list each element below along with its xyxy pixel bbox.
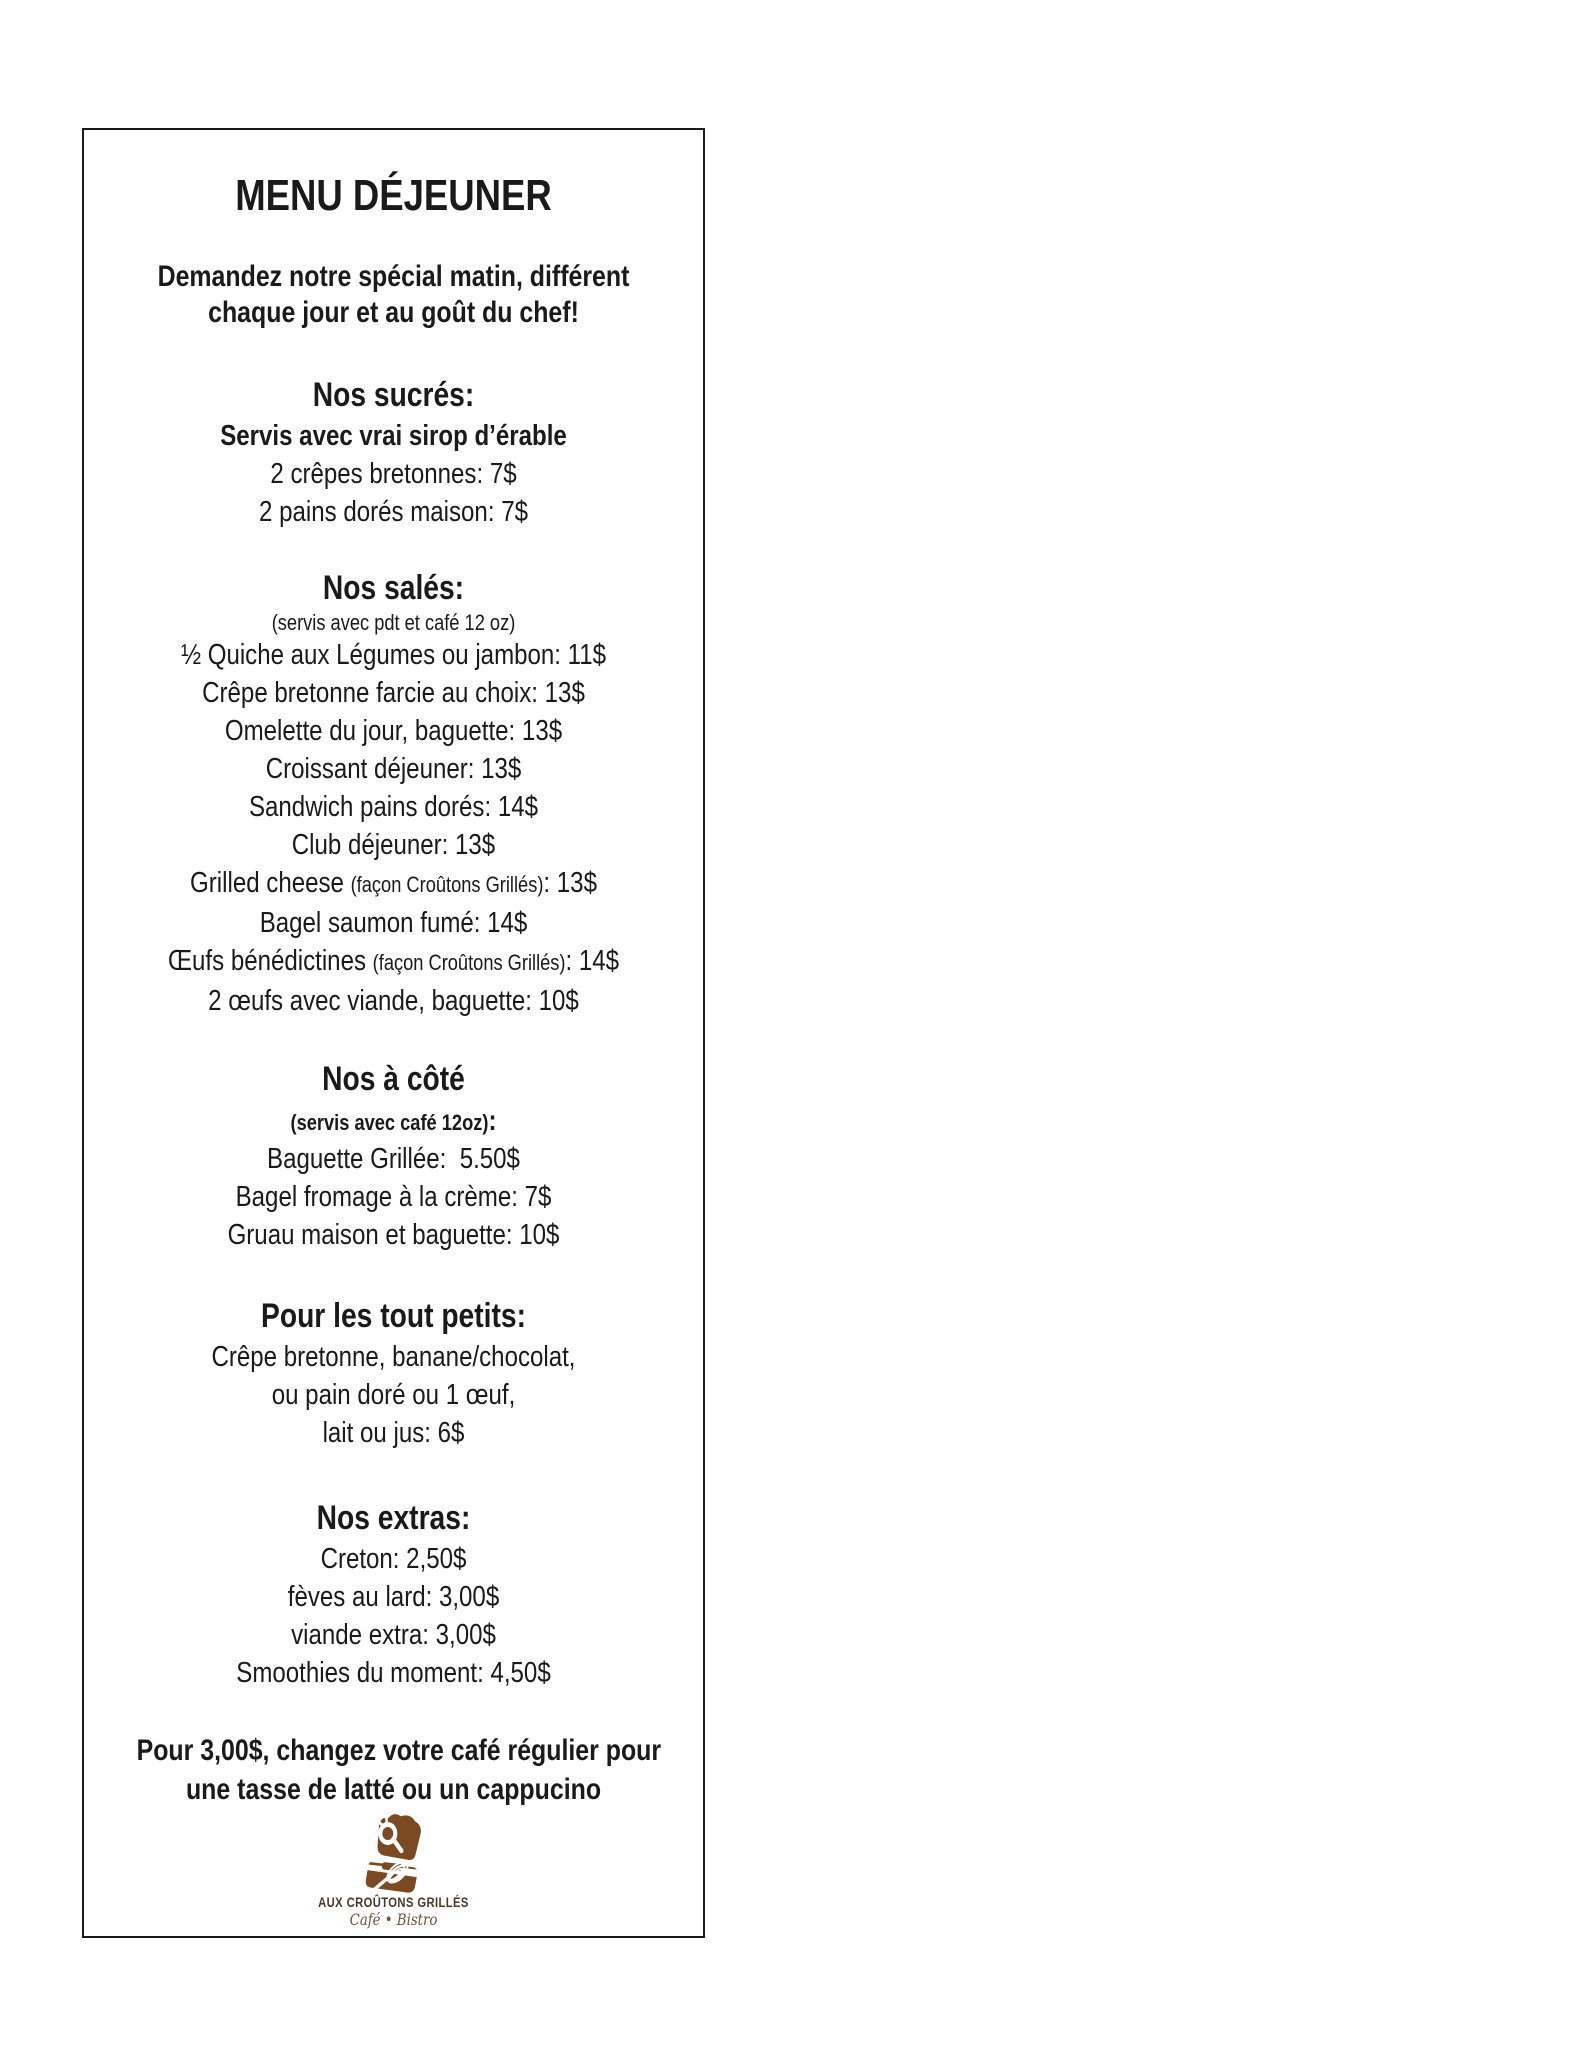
brand-logo [358,1813,429,1895]
item-text: : 13$ [543,867,597,899]
brand-name: AUX CROÛTONS GRILLÉS [318,1895,469,1910]
menu-item: lait ou jus: 6$ [322,1417,465,1449]
menu-item: ou pain doré ou 1 œuf, [271,1379,516,1411]
section-note-sales: (servis avec pdt et café 12 oz) [271,610,516,635]
intro-line-1: Demandez notre spécial matin, différent [157,260,630,293]
section-heading-petits: Pour les tout petits: [261,1297,526,1335]
coffee-upgrade-promo [136,1731,662,1809]
section-heading-sucres: Nos sucrés: [312,376,475,414]
section-note-sucres: Servis avec vrai sirop d’érable [220,420,567,452]
intro-text [137,259,651,331]
section-extras [137,1496,651,1692]
menu-item: Gruau maison et baguette: 10$ [227,1219,560,1251]
menu-item: Crêpe bretonne, banane/chocolat, [211,1341,576,1373]
section-sales [137,566,651,1020]
menu-item: Creton: 2,50$ [320,1543,467,1575]
menu-item [137,864,651,904]
menu-item: Croissant déjeuner: 13$ [265,753,522,785]
menu-item: Club déjeuner: 13$ [291,829,496,861]
section-heading-sales: Nos salés: [322,569,465,607]
section-a-cote [137,1057,651,1254]
item-text: Œufs bénédictines [167,945,373,977]
menu-item: 2 œufs avec viande, baguette: 10$ [208,985,579,1017]
menu-item: Baguette Grillée: 5.50$ [267,1143,520,1175]
menu-item: ½ Quiche aux Légumes ou jambon: 11$ [180,639,607,671]
section-petits [137,1294,651,1452]
menu-item: Smoothies du moment: 4,50$ [236,1657,551,1689]
menu-item: Bagel saumon fumé: 14$ [259,907,528,939]
promo-line-1: Pour 3,00$, changez votre café régulier pour [136,1734,662,1767]
menu-item: Crêpe bretonne farcie au choix: 13$ [202,677,585,709]
menu-item: 2 crêpes bretonnes: 7$ [270,458,517,490]
item-text: : 14$ [565,945,620,977]
menu-title: MENU DÉJEUNER [235,171,552,220]
bread-slice-top-icon [377,1814,420,1860]
item-list [137,636,651,1020]
item-list [137,455,651,531]
note-colon: : [488,1105,497,1137]
section-heading-a-cote: Nos à côté [322,1060,465,1098]
menu-item: Omelette du jour, baguette: 13$ [224,715,563,747]
item-note: (façon Croûtons Grillés) [350,872,544,897]
note-text: (servis avec café 12oz) [290,1110,489,1135]
menu-item: viande extra: 3,00$ [291,1619,496,1651]
menu-item [137,942,651,982]
item-note: (façon Croûtons Grillés) [372,950,566,975]
menu-item: 2 pains dorés maison: 7$ [259,496,528,528]
menu-item: Bagel fromage à la crème: 7$ [235,1181,552,1213]
item-list [137,1140,651,1254]
intro-line-2: chaque jour et au goût du chef! [208,296,579,329]
item-text: Grilled cheese [190,867,351,899]
brand-tagline: Café • Bistro [349,1910,438,1929]
item-list [137,1540,651,1692]
promo-line-2: une tasse de latté ou un cappucino [185,1773,602,1806]
menu-card [82,128,705,1938]
item-list [137,1338,651,1452]
section-sucres [137,373,651,531]
section-heading-extras: Nos extras: [316,1499,471,1537]
menu-item: Sandwich pains dorés: 14$ [248,791,539,823]
menu-content [136,171,662,1929]
menu-item: fèves au lard: 3,00$ [287,1581,500,1613]
section-note-a-cote [137,1106,651,1138]
